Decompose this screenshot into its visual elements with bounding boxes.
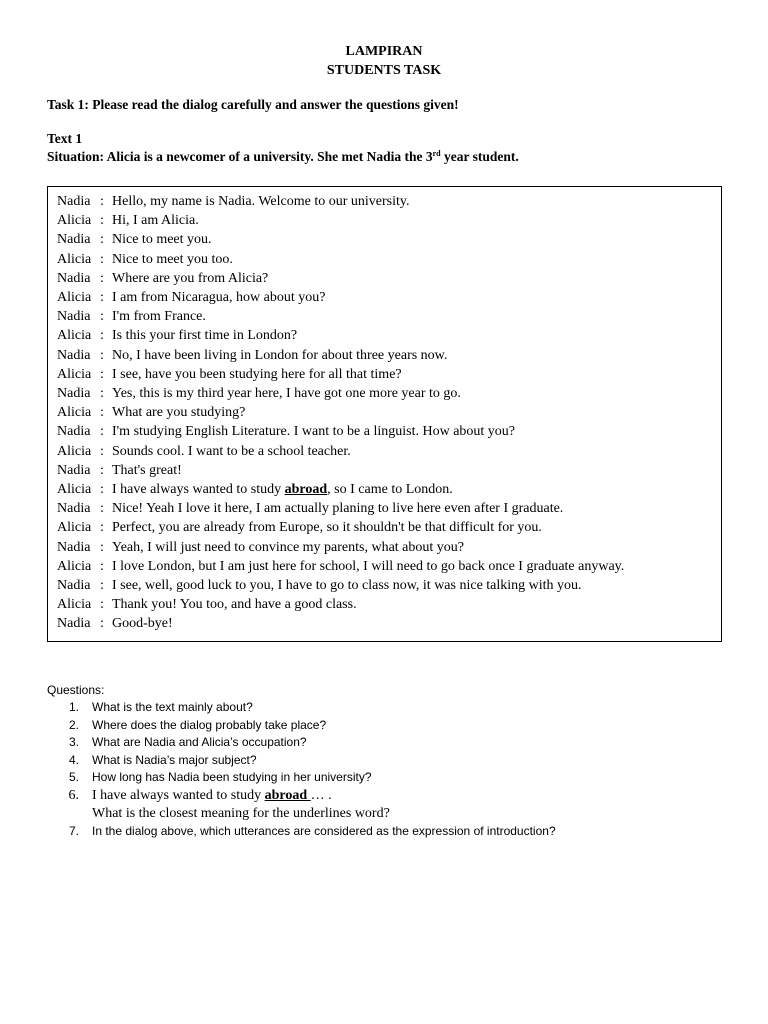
speaker-colon: : <box>100 482 104 498</box>
question-text <box>92 787 737 805</box>
question-number-cell <box>47 823 92 841</box>
speaker-colon: : <box>100 578 104 594</box>
page-title: LAMPIRAN <box>345 44 423 59</box>
speaker-colon: : <box>100 366 104 382</box>
question-text: Where does the dialog probably take place? <box>92 717 327 732</box>
question-number: 6. <box>68 787 79 803</box>
question-number: 1. <box>68 700 79 714</box>
question-text-end: … . <box>310 787 332 803</box>
dialog-line <box>57 346 721 365</box>
question-continuation: What is the closest meaning for the underlines word? <box>92 805 390 821</box>
speaker-colon: : <box>100 386 104 402</box>
dialog-box <box>47 186 722 642</box>
dialog-line <box>57 326 721 345</box>
utterance-text-end: , so I came to London. <box>327 482 453 498</box>
question-item <box>47 734 737 752</box>
speaker-colon: : <box>100 616 104 632</box>
dialog-line <box>57 230 721 249</box>
dialog-line <box>57 614 721 633</box>
speaker-name: Alicia <box>57 443 92 459</box>
utterance: I love London, but I am just here for school, I will need to go back once I graduate anyway. <box>112 558 625 574</box>
speaker-colon: : <box>100 232 104 248</box>
speaker-name: Alicia <box>57 213 92 229</box>
dialog-line <box>57 269 721 288</box>
dialog-line <box>57 192 721 211</box>
speaker-colon: : <box>100 539 104 555</box>
speaker-colon: : <box>100 328 104 344</box>
question-number: 7. <box>68 823 79 838</box>
question-number-cell <box>47 699 92 717</box>
speaker-name: Nadia <box>57 232 91 248</box>
utterance: Hello, my name is Nadia. Welcome to our university. <box>112 194 410 209</box>
speaker-name: Alicia <box>57 366 92 382</box>
speaker-name: Alicia <box>57 520 92 536</box>
situation-text: Situation: Alicia is a newcomer of a university. She met Nadia the 3 <box>47 149 433 164</box>
speaker-name: Nadia <box>57 347 91 363</box>
speaker-colon: : <box>100 443 104 459</box>
speaker-name: Alicia <box>57 482 92 498</box>
speaker-name: Nadia <box>57 616 91 632</box>
speaker-name: Alicia <box>57 597 92 613</box>
utterance: Hi, I am Alicia. <box>112 213 199 229</box>
dialog-line <box>57 211 721 230</box>
speaker-colon: : <box>100 251 104 267</box>
question-number-cell <box>47 769 92 787</box>
dialog-line <box>57 250 721 269</box>
speaker-name: Nadia <box>57 309 91 325</box>
speaker-name: Alicia <box>57 290 92 306</box>
speaker-colon: : <box>100 424 104 440</box>
situation-superscript: rd <box>432 149 441 158</box>
dialog-line <box>57 480 721 499</box>
speaker-name: Nadia <box>57 539 91 555</box>
question-number: 4. <box>68 752 79 767</box>
utterance: Nice to meet you. <box>112 232 212 248</box>
dialog-line <box>57 365 721 384</box>
utterance: I see, have you been studying here for all that time? <box>112 366 402 382</box>
speaker-colon: : <box>100 405 104 421</box>
speaker-name: Nadia <box>57 386 91 402</box>
speaker-colon: : <box>100 213 104 229</box>
question-text-start: I have always wanted to study <box>92 787 265 803</box>
speaker-colon: : <box>100 597 104 613</box>
speaker-colon: : <box>100 462 104 478</box>
situation-text-end: year student. <box>440 149 519 164</box>
utterance: Yes, this is my third year here, I have got one more year to go. <box>112 386 461 402</box>
question-number-cell <box>47 787 92 805</box>
utterance: Nice! Yeah I love it here, I am actually planing to live here even after I graduate. <box>112 501 564 517</box>
speaker-name: Alicia <box>57 558 92 574</box>
speaker-name: Nadia <box>57 270 91 286</box>
speaker-name: Alicia <box>57 405 92 421</box>
questions-heading: Questions: <box>47 683 105 697</box>
utterance: Yeah, I will just need to convince my parents, what about you? <box>112 539 465 555</box>
dialog-line <box>57 518 721 537</box>
task-instruction: Task 1: Please read the dialog carefully and answer the questions given! <box>47 97 459 112</box>
dialog-line <box>57 461 721 480</box>
dialog-line <box>57 499 721 518</box>
questions-list <box>47 699 737 840</box>
utterance: I see, well, good luck to you, I have to go to class now, it was nice talking with you. <box>112 578 582 594</box>
dialog-line <box>57 595 721 614</box>
question-item <box>47 699 737 717</box>
utterance: I'm studying English Literature. I want to be a linguist. How about you? <box>112 424 516 440</box>
question-number: 2. <box>68 717 79 732</box>
question-item <box>47 717 737 735</box>
speaker-colon: : <box>100 501 104 517</box>
utterance: Perfect, you are already from Europe, so it shouldn't be that difficult for you. <box>112 520 542 536</box>
speaker-name: Alicia <box>57 251 92 267</box>
utterance: Where are you from Alicia? <box>112 270 269 286</box>
dialog-line <box>57 422 721 441</box>
question-text: What are Nadia and Alicia’s occupation? <box>92 735 307 749</box>
utterance: Nice to meet you too. <box>112 251 233 267</box>
speaker-name: Alicia <box>57 328 92 344</box>
dialog-line <box>57 538 721 557</box>
utterance: That's great! <box>112 462 182 478</box>
dialog-line <box>57 442 721 461</box>
utterance-text: I have always wanted to study <box>112 482 285 498</box>
speaker-colon: : <box>100 558 104 574</box>
dialog-line <box>57 557 721 576</box>
speaker-name: Nadia <box>57 578 91 594</box>
utterance: No, I have been living in London for about three years now. <box>112 347 448 363</box>
question-text: What is Nadia’s major subject? <box>92 752 257 767</box>
situation <box>47 148 519 166</box>
dialog-line <box>57 307 721 326</box>
underlined-word: abroad <box>284 482 328 498</box>
speaker-colon: : <box>100 194 104 209</box>
utterance: Good-bye! <box>112 616 173 632</box>
utterance: Sounds cool. I want to be a school teacher. <box>112 443 351 459</box>
speaker-colon: : <box>100 309 104 325</box>
speaker-colon: : <box>100 290 104 306</box>
utterance: I'm from France. <box>112 309 206 325</box>
dialog-line <box>57 384 721 403</box>
question-number: 3. <box>68 735 79 749</box>
speaker-name: Nadia <box>57 462 91 478</box>
underlined-word: abroad <box>264 787 311 803</box>
question-item <box>47 787 737 805</box>
title-block <box>0 42 768 80</box>
dialog-line <box>57 403 721 422</box>
text-label: Text 1 <box>47 131 83 146</box>
question-item <box>47 752 737 770</box>
question-number-cell <box>47 717 92 735</box>
utterance: I am from Nicaragua, how about you? <box>112 290 326 306</box>
question-text: In the dialog above, which utterances are considered as the expression of introduction? <box>92 823 556 838</box>
question-item <box>47 769 737 787</box>
utterance: Thank you! You too, and have a good class. <box>112 597 357 613</box>
speaker-name: Nadia <box>57 194 91 209</box>
speaker-colon: : <box>100 347 104 363</box>
utterance: What are you studying? <box>112 405 246 421</box>
dialog-line <box>57 288 721 307</box>
question-number: 5. <box>68 770 79 784</box>
speaker-name: Nadia <box>57 501 91 517</box>
question-text: How long has Nadia been studying in her university? <box>92 770 372 784</box>
utterance <box>112 480 721 499</box>
question-number-cell <box>47 752 92 770</box>
speaker-name: Nadia <box>57 424 91 440</box>
question-text: What is the text mainly about? <box>92 700 253 714</box>
utterance: Is this your first time in London? <box>112 328 298 344</box>
page-subtitle: STUDENTS TASK <box>326 63 442 78</box>
question-item <box>47 823 737 841</box>
speaker-colon: : <box>100 520 104 536</box>
question-number-cell <box>47 734 92 752</box>
dialog-line <box>57 576 721 595</box>
speaker-colon: : <box>100 270 104 286</box>
